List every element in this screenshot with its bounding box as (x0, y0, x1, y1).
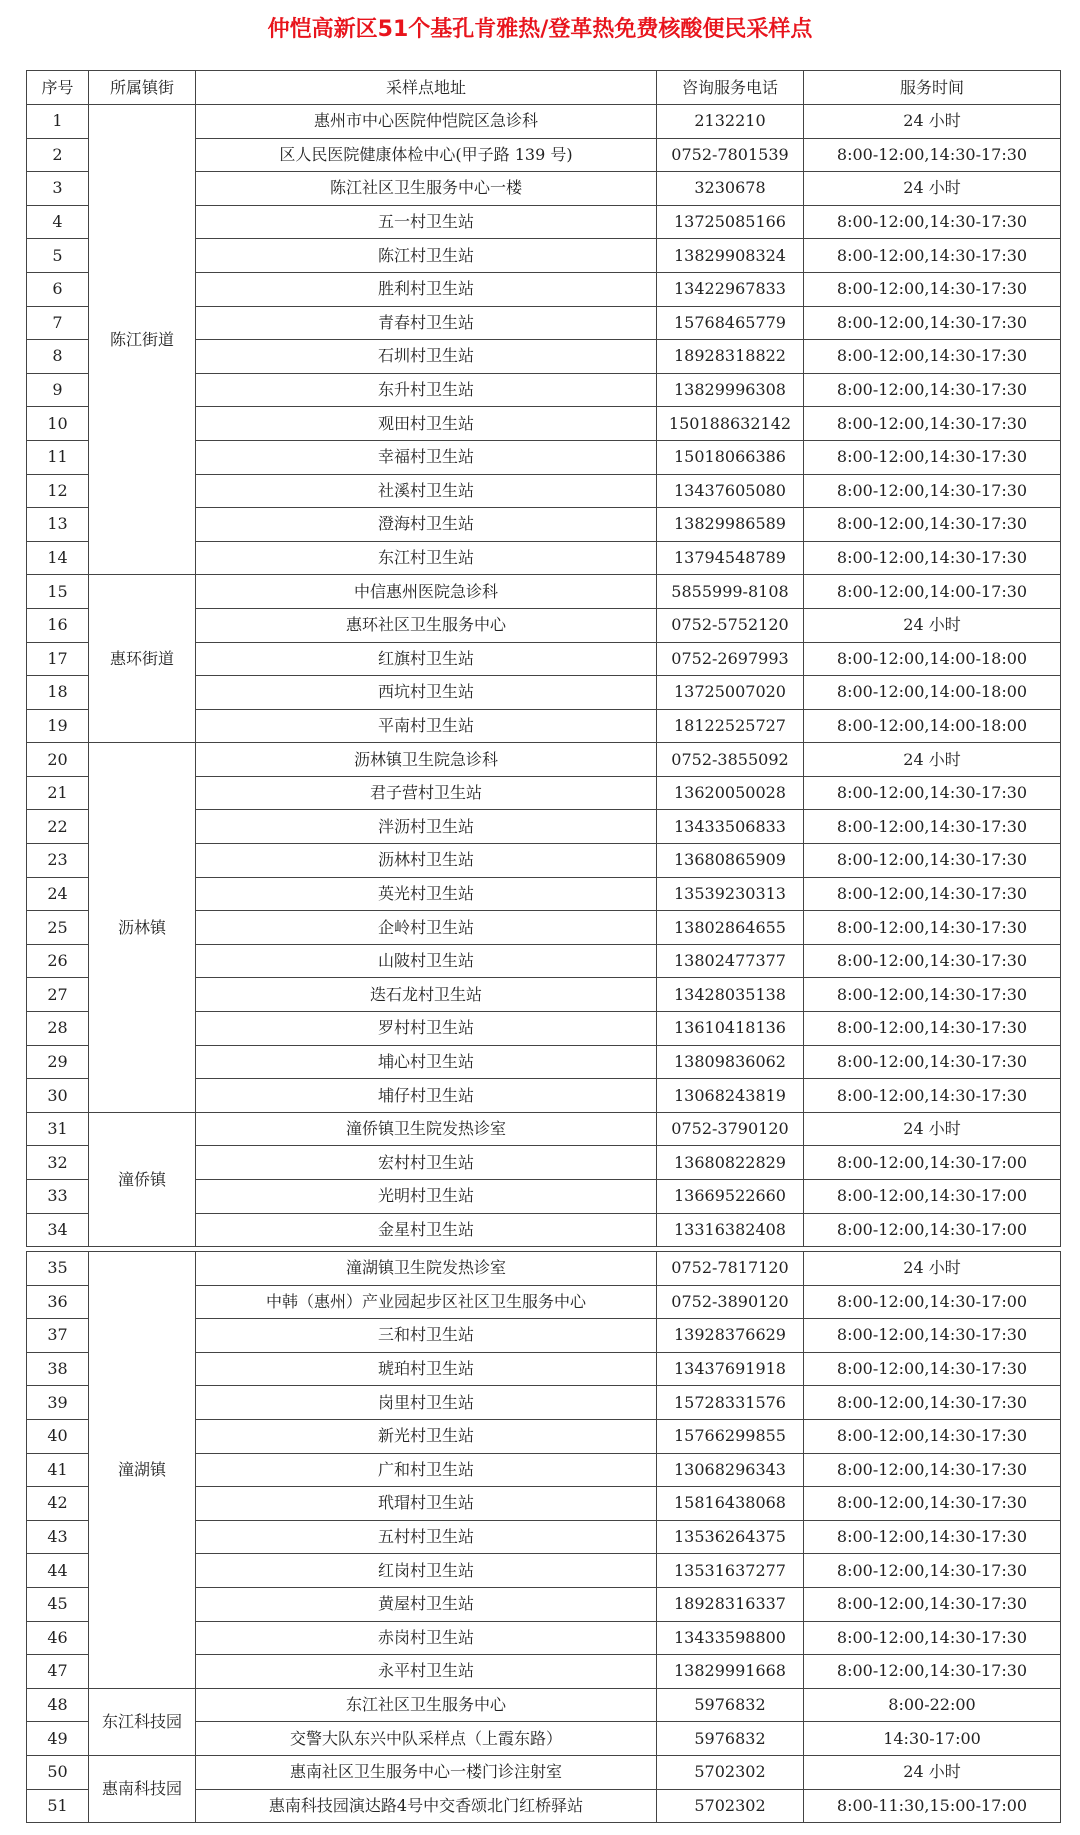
site-hours: 8:00-12:00,14:30-17:00 (804, 1180, 1061, 1214)
site-address: 企岭村卫生站 (196, 911, 657, 945)
site-number: 15 (27, 575, 89, 609)
site-address: 潼侨镇卫生院发热诊室 (196, 1112, 657, 1146)
site-address: 潼湖镇卫生院发热诊室 (196, 1252, 657, 1286)
site-phone: 15018066386 (657, 440, 804, 474)
site-number: 18 (27, 676, 89, 710)
site-address: 玳瑁村卫生站 (196, 1487, 657, 1521)
table-row (27, 1688, 1061, 1722)
site-phone: 13620050028 (657, 776, 804, 810)
site-hours: 8:00-12:00,14:30-17:00 (804, 1285, 1061, 1319)
site-phone: 0752-5752120 (657, 608, 804, 642)
site-number: 31 (27, 1112, 89, 1146)
site-phone: 13829908324 (657, 239, 804, 273)
site-phone: 0752-3855092 (657, 743, 804, 777)
site-address: 石圳村卫生站 (196, 340, 657, 374)
header-phone: 咨询服务电话 (657, 71, 804, 105)
site-phone: 13829996308 (657, 373, 804, 407)
site-hours: 8:00-12:00,14:30-17:30 (804, 1621, 1061, 1655)
town-cell: 东江科技园 (89, 1688, 196, 1755)
site-hours: 24 小时 (804, 608, 1061, 642)
site-hours: 24 小时 (804, 1252, 1061, 1286)
site-hours: 8:00-12:00,14:30-17:30 (804, 844, 1061, 878)
site-hours: 8:00-12:00,14:30-17:30 (804, 1352, 1061, 1386)
site-phone: 13433598800 (657, 1621, 804, 1655)
site-address: 惠州市中心医院仲恺院区急诊科 (196, 105, 657, 139)
site-hours: 14:30-17:00 (804, 1722, 1061, 1756)
site-phone: 18928318822 (657, 340, 804, 374)
site-phone: 13809836062 (657, 1045, 804, 1079)
site-phone: 15728331576 (657, 1386, 804, 1420)
site-hours: 8:00-12:00,14:30-17:30 (804, 1520, 1061, 1554)
site-address: 中信惠州医院急诊科 (196, 575, 657, 609)
site-hours: 8:00-12:00,14:30-17:30 (804, 306, 1061, 340)
site-address: 广和村卫生站 (196, 1453, 657, 1487)
site-address: 埔心村卫生站 (196, 1045, 657, 1079)
site-number: 10 (27, 407, 89, 441)
site-hours: 8:00-12:00,14:30-17:30 (804, 1554, 1061, 1588)
site-address: 岗里村卫生站 (196, 1386, 657, 1420)
site-address: 山陂村卫生站 (196, 944, 657, 978)
site-number: 8 (27, 340, 89, 374)
site-hours: 8:00-12:00,14:30-17:30 (804, 1079, 1061, 1113)
site-hours: 8:00-22:00 (804, 1688, 1061, 1722)
site-hours: 8:00-12:00,14:00-18:00 (804, 676, 1061, 710)
site-address: 交警大队东兴中队采样点（上霞东路） (196, 1722, 657, 1756)
site-phone: 13829991668 (657, 1655, 804, 1689)
site-hours: 8:00-12:00,14:30-17:30 (804, 877, 1061, 911)
site-address: 罗村村卫生站 (196, 1012, 657, 1046)
site-hours: 8:00-12:00,14:30-17:30 (804, 138, 1061, 172)
header-address: 采样点地址 (196, 71, 657, 105)
site-hours: 24 小时 (804, 743, 1061, 777)
site-address: 平南村卫生站 (196, 709, 657, 743)
site-phone: 13437605080 (657, 474, 804, 508)
site-address: 君子营村卫生站 (196, 776, 657, 810)
site-number: 13 (27, 508, 89, 542)
site-phone: 15816438068 (657, 1487, 804, 1521)
site-number: 39 (27, 1386, 89, 1420)
site-hours: 8:00-12:00,14:30-17:30 (804, 440, 1061, 474)
site-phone: 0752-7801539 (657, 138, 804, 172)
site-number: 37 (27, 1319, 89, 1353)
site-address: 金星村卫生站 (196, 1213, 657, 1247)
site-phone: 13928376629 (657, 1319, 804, 1353)
site-phone: 13794548789 (657, 541, 804, 575)
town-cell: 潼湖镇 (89, 1252, 196, 1689)
site-hours: 8:00-12:00,14:00-17:30 (804, 575, 1061, 609)
site-phone: 3230678 (657, 172, 804, 206)
site-hours: 8:00-12:00,14:30-17:30 (804, 407, 1061, 441)
site-phone: 13422967833 (657, 272, 804, 306)
site-phone: 13068296343 (657, 1453, 804, 1487)
site-number: 26 (27, 944, 89, 978)
site-address: 埔仔村卫生站 (196, 1079, 657, 1113)
site-phone: 13802864655 (657, 911, 804, 945)
sampling-sites-table (26, 70, 1061, 1247)
site-number: 32 (27, 1146, 89, 1180)
site-number: 28 (27, 1012, 89, 1046)
header-hours: 服务时间 (804, 71, 1061, 105)
site-hours: 8:00-12:00,14:30-17:30 (804, 810, 1061, 844)
site-hours: 8:00-12:00,14:30-17:30 (804, 1045, 1061, 1079)
site-number: 5 (27, 239, 89, 273)
site-phone: 5702302 (657, 1755, 804, 1789)
table-row (27, 743, 1061, 777)
site-address: 惠南社区卫生服务中心一楼门诊注射室 (196, 1755, 657, 1789)
site-address: 社溪村卫生站 (196, 474, 657, 508)
site-phone: 18122525727 (657, 709, 804, 743)
site-number: 9 (27, 373, 89, 407)
site-hours: 8:00-12:00,14:30-17:00 (804, 1146, 1061, 1180)
site-address: 东升村卫生站 (196, 373, 657, 407)
site-phone: 13802477377 (657, 944, 804, 978)
site-number: 34 (27, 1213, 89, 1247)
table-row (27, 105, 1061, 139)
site-address: 区人民医院健康体检中心(甲子路 139 号) (196, 138, 657, 172)
site-number: 24 (27, 877, 89, 911)
site-number: 20 (27, 743, 89, 777)
site-number: 48 (27, 1688, 89, 1722)
site-hours: 8:00-12:00,14:30-17:30 (804, 944, 1061, 978)
site-number: 51 (27, 1789, 89, 1823)
site-address: 五一村卫生站 (196, 205, 657, 239)
site-number: 21 (27, 776, 89, 810)
site-phone: 13725085166 (657, 205, 804, 239)
site-number: 30 (27, 1079, 89, 1113)
site-number: 35 (27, 1252, 89, 1286)
town-cell: 潼侨镇 (89, 1112, 196, 1246)
site-phone: 5976832 (657, 1688, 804, 1722)
site-address: 光明村卫生站 (196, 1180, 657, 1214)
site-number: 38 (27, 1352, 89, 1386)
site-address: 中韩（惠州）产业园起步区社区卫生服务中心 (196, 1285, 657, 1319)
site-hours: 8:00-12:00,14:30-17:30 (804, 1587, 1061, 1621)
site-number: 49 (27, 1722, 89, 1756)
site-number: 41 (27, 1453, 89, 1487)
site-hours: 8:00-12:00,14:30-17:00 (804, 1213, 1061, 1247)
site-number: 47 (27, 1655, 89, 1689)
site-number: 1 (27, 105, 89, 139)
site-hours: 24 小时 (804, 172, 1061, 206)
site-hours: 8:00-12:00,14:30-17:30 (804, 1487, 1061, 1521)
site-hours: 8:00-12:00,14:30-17:30 (804, 1319, 1061, 1353)
site-hours: 8:00-11:30,15:00-17:00 (804, 1789, 1061, 1823)
site-hours: 8:00-12:00,14:30-17:30 (804, 978, 1061, 1012)
site-address: 琥珀村卫生站 (196, 1352, 657, 1386)
site-phone: 5702302 (657, 1789, 804, 1823)
site-address: 澄海村卫生站 (196, 508, 657, 542)
site-number: 42 (27, 1487, 89, 1521)
site-address: 赤岗村卫生站 (196, 1621, 657, 1655)
site-phone: 5855999-8108 (657, 575, 804, 609)
town-cell: 陈江街道 (89, 105, 196, 575)
table-row (27, 1252, 1061, 1286)
site-address: 永平村卫生站 (196, 1655, 657, 1689)
site-hours: 24 小时 (804, 1112, 1061, 1146)
site-number: 27 (27, 978, 89, 1012)
table-header-row (27, 71, 1061, 105)
table-row (27, 575, 1061, 609)
site-phone: 13437691918 (657, 1352, 804, 1386)
site-address: 三和村卫生站 (196, 1319, 657, 1353)
site-address: 陈江村卫生站 (196, 239, 657, 273)
page-title: 仲恺高新区51个基孔肯雅热/登革热免费核酸便民采样点 (267, 17, 813, 42)
site-number: 16 (27, 608, 89, 642)
site-phone: 2132210 (657, 105, 804, 139)
header-no: 序号 (27, 71, 89, 105)
site-address: 宏村村卫生站 (196, 1146, 657, 1180)
site-number: 17 (27, 642, 89, 676)
site-address: 东江社区卫生服务中心 (196, 1688, 657, 1722)
site-address: 泮沥村卫生站 (196, 810, 657, 844)
town-cell: 惠南科技园 (89, 1755, 196, 1822)
site-hours: 8:00-12:00,14:30-17:30 (804, 1419, 1061, 1453)
site-number: 12 (27, 474, 89, 508)
site-hours: 8:00-12:00,14:30-17:30 (804, 1012, 1061, 1046)
site-number: 50 (27, 1755, 89, 1789)
site-address: 五村村卫生站 (196, 1520, 657, 1554)
site-hours: 8:00-12:00,14:30-17:30 (804, 373, 1061, 407)
site-phone: 13725007020 (657, 676, 804, 710)
site-phone: 15768465779 (657, 306, 804, 340)
site-address: 黄屋村卫生站 (196, 1587, 657, 1621)
site-number: 22 (27, 810, 89, 844)
site-number: 14 (27, 541, 89, 575)
site-hours: 8:00-12:00,14:30-17:30 (804, 239, 1061, 273)
site-phone: 0752-3890120 (657, 1285, 804, 1319)
site-number: 44 (27, 1554, 89, 1588)
site-address: 青春村卫生站 (196, 306, 657, 340)
site-phone: 15766299855 (657, 1419, 804, 1453)
site-number: 19 (27, 709, 89, 743)
site-hours: 8:00-12:00,14:30-17:30 (804, 272, 1061, 306)
site-hours: 8:00-12:00,14:30-17:30 (804, 1386, 1061, 1420)
sampling-sites-table-continued (26, 1251, 1061, 1823)
site-address: 红岗村卫生站 (196, 1554, 657, 1588)
site-number: 46 (27, 1621, 89, 1655)
site-phone: 13829986589 (657, 508, 804, 542)
site-hours: 24 小时 (804, 105, 1061, 139)
site-number: 3 (27, 172, 89, 206)
site-number: 29 (27, 1045, 89, 1079)
site-phone: 13669522660 (657, 1180, 804, 1214)
site-number: 43 (27, 1520, 89, 1554)
site-phone: 5976832 (657, 1722, 804, 1756)
site-number: 33 (27, 1180, 89, 1214)
site-address: 红旗村卫生站 (196, 642, 657, 676)
site-hours: 8:00-12:00,14:30-17:30 (804, 205, 1061, 239)
site-number: 23 (27, 844, 89, 878)
site-phone: 13680865909 (657, 844, 804, 878)
site-address: 幸福村卫生站 (196, 440, 657, 474)
site-hours: 8:00-12:00,14:00-18:00 (804, 642, 1061, 676)
site-address: 新光村卫生站 (196, 1419, 657, 1453)
site-phone: 13531637277 (657, 1554, 804, 1588)
site-number: 45 (27, 1587, 89, 1621)
site-number: 2 (27, 138, 89, 172)
site-number: 40 (27, 1419, 89, 1453)
site-hours: 8:00-12:00,14:00-18:00 (804, 709, 1061, 743)
site-address: 东江村卫生站 (196, 541, 657, 575)
site-phone: 13539230313 (657, 877, 804, 911)
site-hours: 8:00-12:00,14:30-17:30 (804, 911, 1061, 945)
site-hours: 8:00-12:00,14:30-17:30 (804, 340, 1061, 374)
site-hours: 8:00-12:00,14:30-17:30 (804, 776, 1061, 810)
site-hours: 8:00-12:00,14:30-17:30 (804, 541, 1061, 575)
site-number: 11 (27, 440, 89, 474)
site-address: 陈江社区卫生服务中心一楼 (196, 172, 657, 206)
site-address: 惠南科技园演达路4号中交香颂北门红桥驿站 (196, 1789, 657, 1823)
site-number: 4 (27, 205, 89, 239)
site-phone: 18928316337 (657, 1587, 804, 1621)
site-hours: 24 小时 (804, 1755, 1061, 1789)
header-town: 所属镇街 (89, 71, 196, 105)
site-hours: 8:00-12:00,14:30-17:30 (804, 1655, 1061, 1689)
site-address: 观田村卫生站 (196, 407, 657, 441)
site-hours: 8:00-12:00,14:30-17:30 (804, 474, 1061, 508)
table-row (27, 1755, 1061, 1789)
site-phone: 13316382408 (657, 1213, 804, 1247)
site-phone: 0752-2697993 (657, 642, 804, 676)
site-hours: 8:00-12:00,14:30-17:30 (804, 508, 1061, 542)
site-phone: 13433506833 (657, 810, 804, 844)
site-number: 6 (27, 272, 89, 306)
site-address: 沥林镇卫生院急诊科 (196, 743, 657, 777)
town-cell: 惠环街道 (89, 575, 196, 743)
site-phone: 13680822829 (657, 1146, 804, 1180)
table-row (27, 1112, 1061, 1146)
site-phone: 0752-3790120 (657, 1112, 804, 1146)
site-phone: 13536264375 (657, 1520, 804, 1554)
site-hours: 8:00-12:00,14:30-17:30 (804, 1453, 1061, 1487)
site-phone: 13068243819 (657, 1079, 804, 1113)
site-address: 惠环社区卫生服务中心 (196, 608, 657, 642)
site-number: 25 (27, 911, 89, 945)
site-number: 36 (27, 1285, 89, 1319)
town-cell: 沥林镇 (89, 743, 196, 1113)
site-address: 沥林村卫生站 (196, 844, 657, 878)
site-phone: 0752-7817120 (657, 1252, 804, 1286)
site-phone: 150188632142 (657, 407, 804, 441)
site-phone: 13428035138 (657, 978, 804, 1012)
site-address: 迭石龙村卫生站 (196, 978, 657, 1012)
site-phone: 13610418136 (657, 1012, 804, 1046)
site-number: 7 (27, 306, 89, 340)
site-address: 西坑村卫生站 (196, 676, 657, 710)
site-address: 英光村卫生站 (196, 877, 657, 911)
site-address: 胜利村卫生站 (196, 272, 657, 306)
